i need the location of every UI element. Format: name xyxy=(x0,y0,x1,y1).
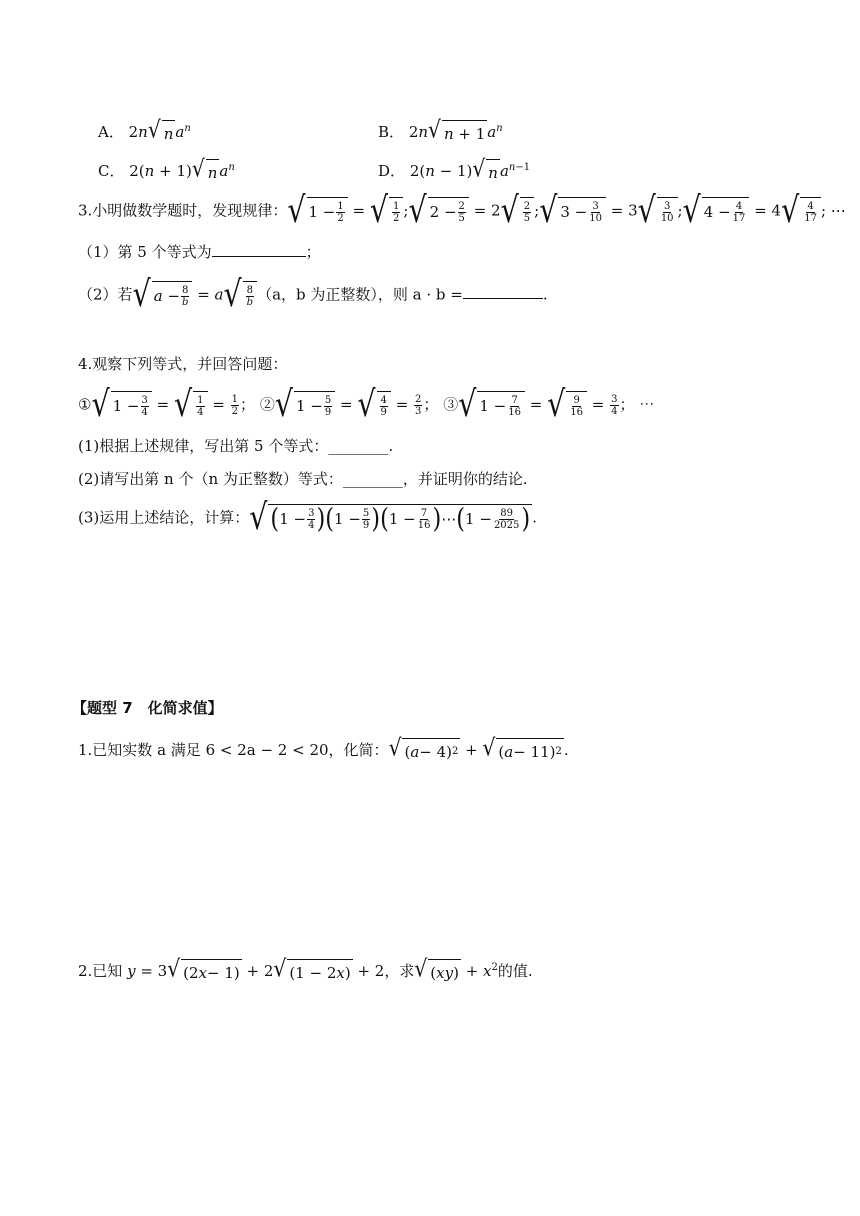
q4-part1: (1)根据上述规律，写出第 5 个等式：________. xyxy=(78,437,394,455)
marker-3: ③ xyxy=(443,395,459,414)
sqrt-symbol: √ $\frac{1}{4}$ xyxy=(174,391,208,420)
sqrt-symbol: √ (1 − 2 x ) xyxy=(273,959,352,985)
sqrt-symbol: √ $\frac{3}{10}$ xyxy=(638,197,678,226)
sqrt-symbol: √ $\frac{9}{16}$ xyxy=(547,391,587,420)
sqrt-symbol: √ 3 − $\frac{3}{10}$ xyxy=(539,197,606,226)
sqrt-symbol: √ ( a − 11) 2 xyxy=(483,738,564,764)
sqrt-symbol: √ ( 1 − $\frac{3}{4}$ ) ( 1 − $\frac{5}{9}$ ) ( 1 − $\frac{7}{16}$ ) ⋯ ( 1 − $\frac{89}{2025}$ ) xyxy=(249,496,531,538)
sqrt-symbol: √ n xyxy=(148,120,176,146)
sqrt-symbol: √ $\frac{2}{5}$ xyxy=(501,197,535,226)
q3-part2-condition: （a，b 为正整数），则 a · b = xyxy=(257,285,463,304)
option-b: B． 2n √ n + 1 $a^n$ xyxy=(378,117,503,146)
marker-1: ① xyxy=(78,395,92,414)
simplify-q1: 1.已知实数 a 满足 6 < 2a − 2 < 20，化简： √ ( a − 4) 2 + √ ( a − 11) 2 . xyxy=(78,738,569,764)
s2-prefix: 2.已知 xyxy=(78,962,128,980)
q3-part2: （2）若 √ a − $\frac{8}{b}$ = a √ $\frac{8}{b}$ （a，b 为正整数），则 a · b = . xyxy=(78,273,548,315)
option-d-label: D． xyxy=(378,162,406,180)
sqrt-symbol: √ (2 x − 1) xyxy=(167,959,242,985)
s2-mid: ，求 xyxy=(384,962,415,980)
sqrt-symbol: √ 2 − $\frac{2}{5}$ xyxy=(408,197,468,226)
answer-blank[interactable] xyxy=(212,240,306,257)
option-d: D． 2(n − 1) √ n $a^{n-1}$ xyxy=(378,156,530,185)
q3-ellipsis: ⋯ xyxy=(830,201,846,220)
q3-pattern-line: 3.小明做数学题时，发现规律： √ 1 − $\frac{1}{2}$ = √ $\frac{1}{2}$ ; √ 2 − $\frac{2}{5}$ = 2 √ $\frac{2}{5}$ ; √ 3 − $\frac{3}{10}$ = 3 √ $\frac{3}{10}$ ; √ 4 − $\frac{4}{17}$ = 4 √ $\frac{4}{17}$ ; ⋯ xyxy=(78,189,846,231)
option-a-label: A． xyxy=(98,123,124,141)
q4-part2: (2)请写出第 n 个（n 为正整数）等式：________，并证明你的结论. xyxy=(78,470,528,488)
s1-inequality: 6 < 2a − 2 < 20 xyxy=(205,741,329,759)
sqrt-symbol: √ ( xy ) xyxy=(414,959,461,985)
sqrt-symbol: √ n xyxy=(472,159,500,185)
marker-2: ② xyxy=(259,395,275,414)
q4-part3: (3)运用上述结论，计算： √ ( 1 − $\frac{3}{4}$ ) ( 1 − $\frac{5}{9}$ ) ( 1 − $\frac{7}{16}$ ) ⋯ ( 1 − $\frac{89}{2025}$ ) . xyxy=(78,496,537,538)
sqrt-symbol: √ 1 − $\frac{5}{9}$ xyxy=(275,391,335,420)
sqrt-symbol: √ 4 − $\frac{4}{17}$ xyxy=(683,197,750,226)
s2-suffix: 的值. xyxy=(497,962,533,980)
sqrt-symbol: √ a − $\frac{8}{b}$ xyxy=(133,281,193,310)
q3-intro: 3.小明做数学题时，发现规律： xyxy=(78,201,288,220)
q3-part2-prefix: （2）若 xyxy=(78,285,133,304)
sqrt-symbol: √ n + 1 xyxy=(428,120,487,146)
s1-prefix: 1.已知实数 a 满足 xyxy=(78,741,206,759)
q4-part3-prefix: (3)运用上述结论，计算： xyxy=(78,508,250,527)
q3-part1-text: （1）第 5 个等式为 xyxy=(78,243,212,261)
section-heading: 【题型 7 化简求值】 xyxy=(72,699,223,717)
answer-blank[interactable] xyxy=(463,282,543,299)
frac-last-den: 2025 xyxy=(493,519,520,531)
sqrt-symbol: √ $\frac{4}{17}$ xyxy=(781,197,821,226)
option-b-label: B． xyxy=(378,123,405,141)
sqrt-symbol: √ 1 − $\frac{3}{4}$ xyxy=(91,391,151,420)
sqrt-symbol: √ n xyxy=(192,159,220,185)
sqrt-symbol: √ 1 − $\frac{7}{16}$ xyxy=(458,391,525,420)
q4-equations: ① √ 1 − $\frac{3}{4}$ = √ $\frac{1}{4}$ = $\frac{1}{2}$ ； ② √ 1 − $\frac{5}{9}$ = √ $\frac{4}{9}$ = $\frac{2}{3}$ ； ③ √ 1 − $\frac{7}{16}$ = √ $\frac{9}{16}$ = $\frac{3}{4}$ ； ⋯ xyxy=(78,383,655,425)
simplify-q2: 2.已知 y = 3 √ (2 x − 1) + 2 √ (1 − 2 x ) + 2，求 √ ( xy ) + $x^2$的值. xyxy=(78,956,533,985)
option-c: C． 2(n + 1) √ n $a^n$ xyxy=(98,156,235,185)
sqrt-symbol: √ $\frac{1}{2}$ xyxy=(370,197,404,226)
sqrt-symbol: √ 1 − $\frac{1}{2}$ xyxy=(287,197,347,226)
s1-mid: ，化简： xyxy=(328,741,389,759)
sqrt-symbol: √ ( a − 4) 2 xyxy=(389,738,461,764)
option-c-label: C． xyxy=(98,162,125,180)
sqrt-symbol: √ $\frac{8}{b}$ xyxy=(223,281,257,310)
frac-last-num: 89 xyxy=(500,507,514,519)
sqrt-symbol: √ $\frac{4}{9}$ xyxy=(357,391,391,420)
q4-title: 4.观察下列等式，并回答问题： xyxy=(78,355,288,373)
option-a: A． 2n √ n $a^n$ xyxy=(98,117,191,146)
q3-part1: （1）第 5 个等式为 ； xyxy=(78,240,321,264)
